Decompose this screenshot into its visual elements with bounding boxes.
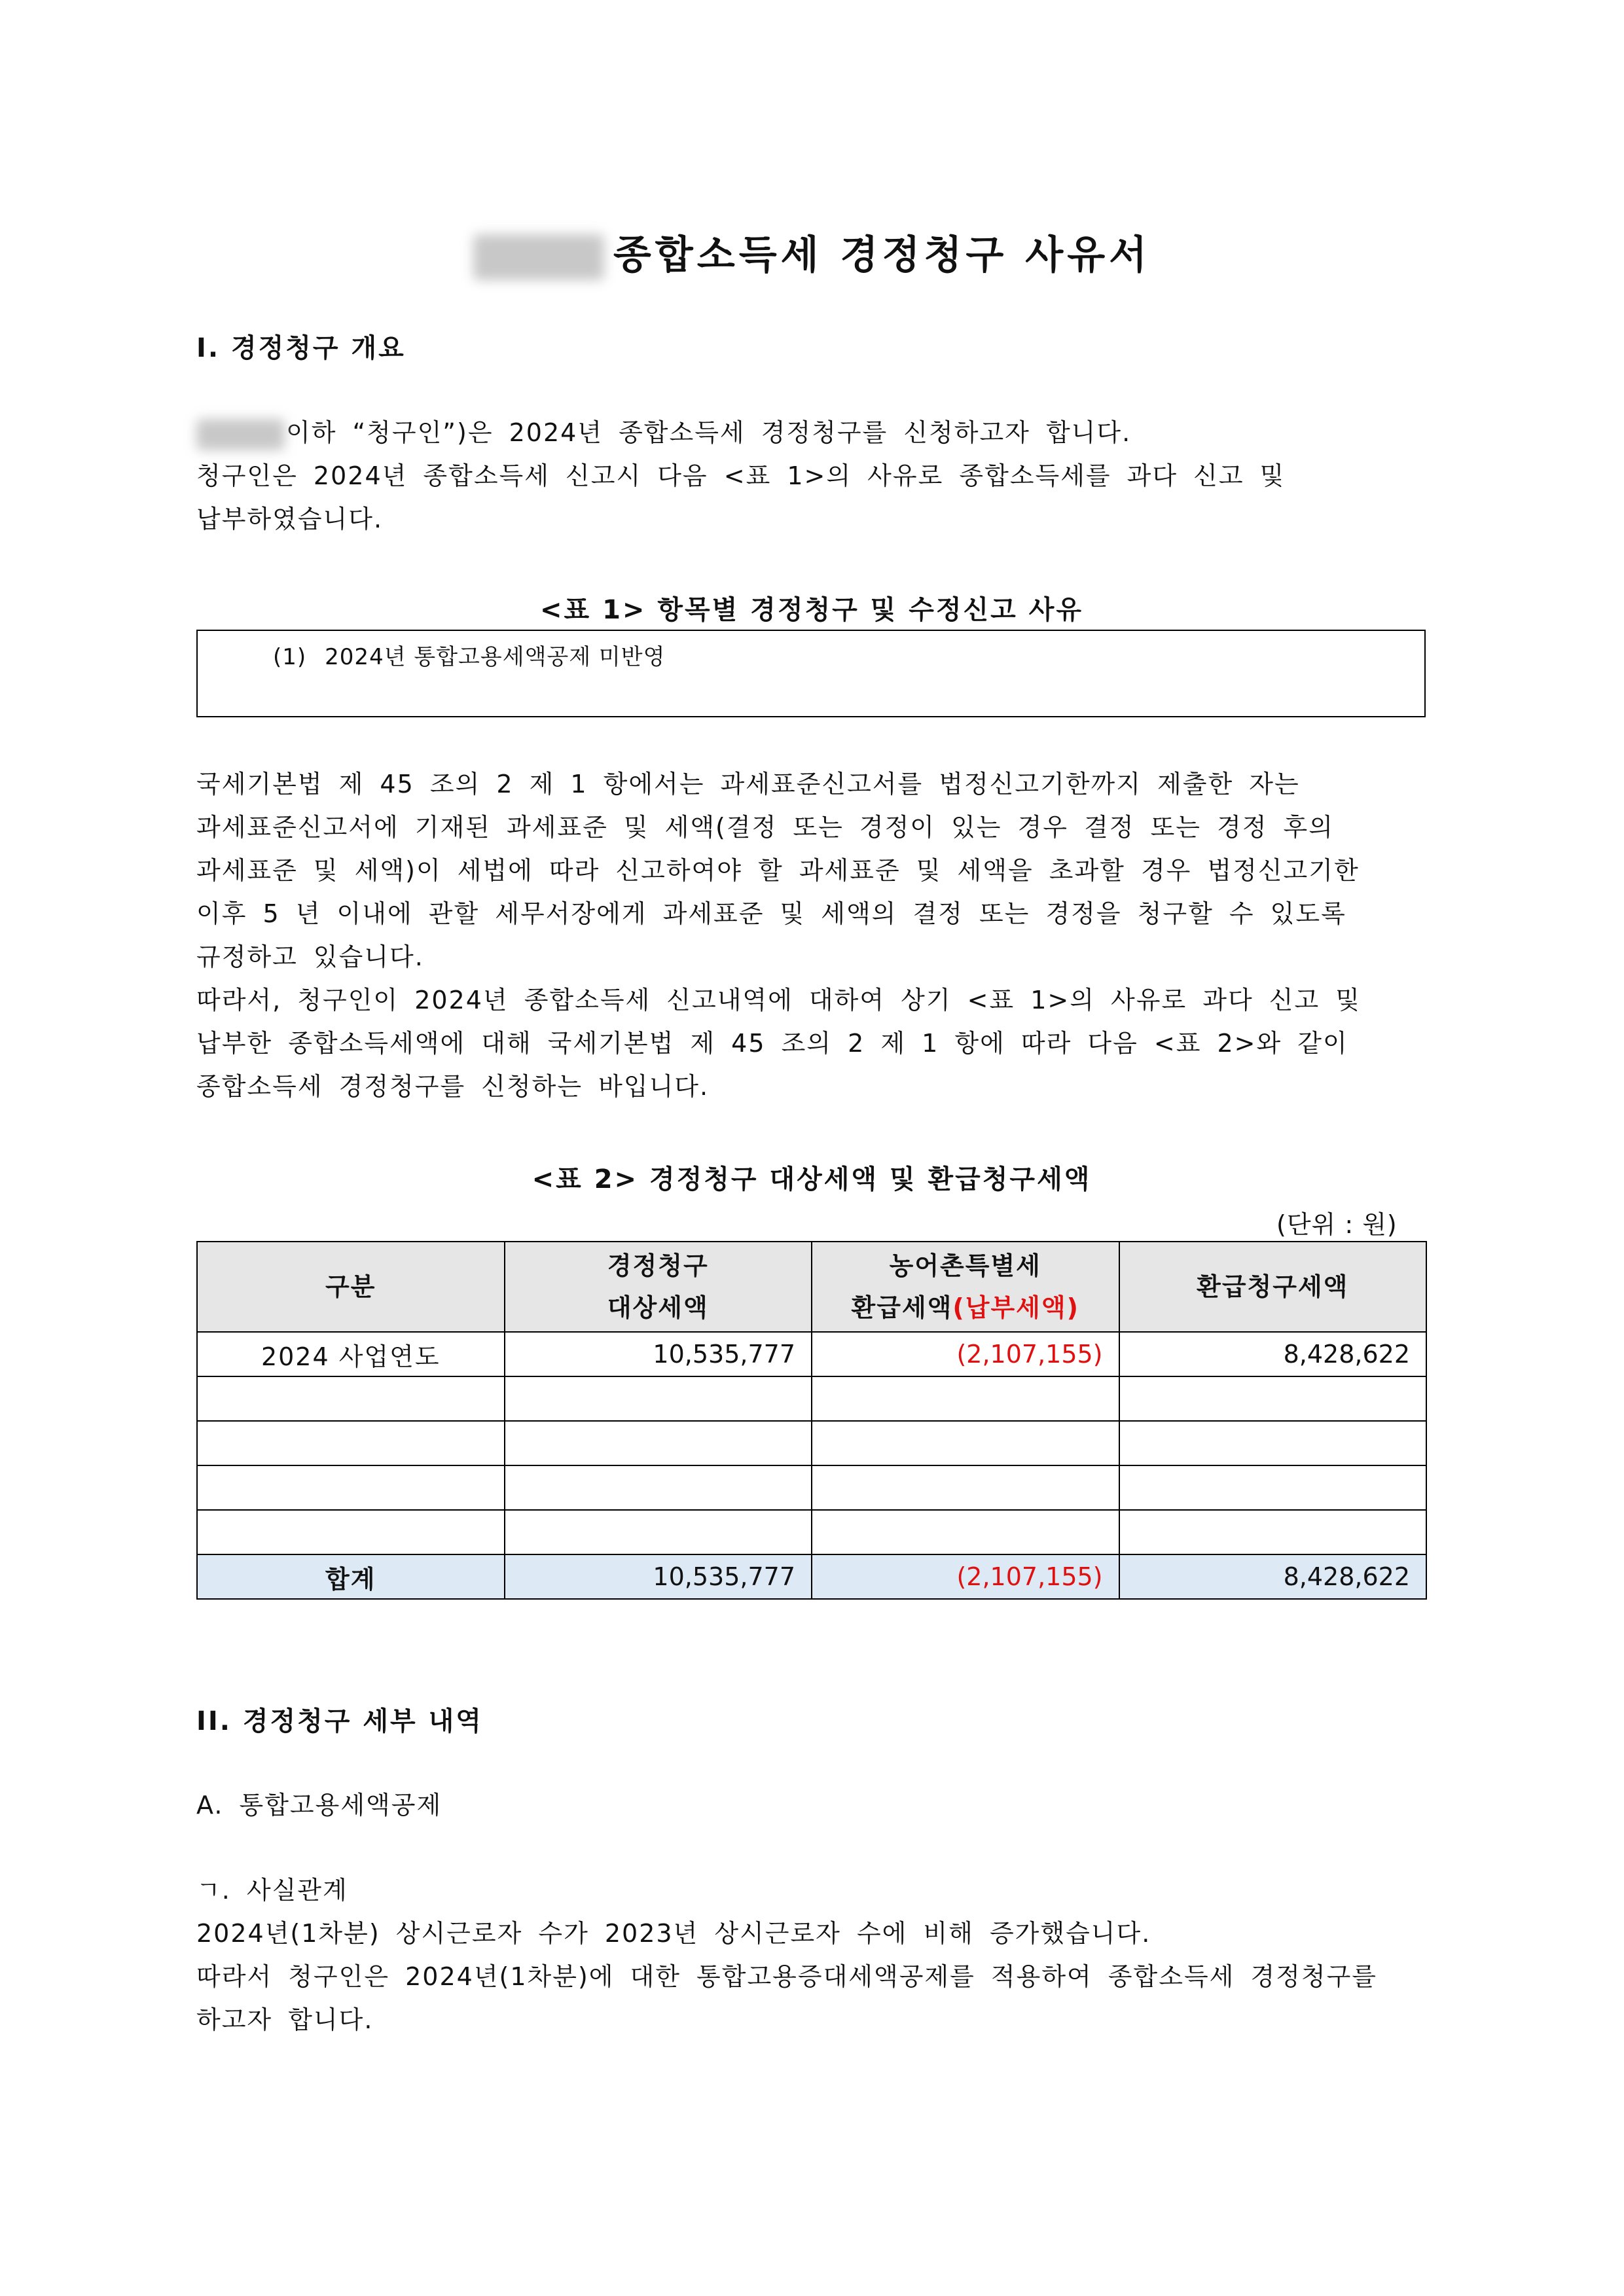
total-target: 10,535,777 — [505, 1554, 812, 1599]
row-refund — [1119, 1376, 1427, 1421]
row-label — [197, 1510, 505, 1554]
row-rural — [812, 1465, 1119, 1510]
facts-line: 2024년(1차분) 상시근로자 수가 2023년 상시근로자 수에 비해 증가했습니다. — [196, 1919, 1151, 1948]
table1-caption: <표 1> 항목별 경정청구 및 수정신고 사유 — [539, 595, 1084, 625]
table1-box — [196, 630, 1426, 717]
total-label: 합계 — [197, 1554, 505, 1599]
section2-sub-a: A. 통합고용세액공제 — [196, 1791, 442, 1820]
intro-line: 청구인은 2024년 종합소득세 신고시 다음 <표 1>의 사유로 종합소득세를 과다 신고 및 — [196, 461, 1286, 490]
total-rural: (2,107,155) — [812, 1554, 1119, 1599]
row-rural — [812, 1510, 1119, 1554]
facts-line: 따라서 청구인은 2024년(1차분)에 대한 통합고용증대세액공제를 적용하여 종합소득세 경정청구를 — [196, 1962, 1377, 1991]
table-row — [197, 1376, 1426, 1421]
row-rural — [812, 1421, 1119, 1465]
row-target: 10,535,777 — [505, 1332, 812, 1376]
row-label: 2024 사업연도 — [197, 1332, 505, 1376]
facts-subheading: ㄱ. 사실관계 — [196, 1876, 348, 1905]
body-line: 따라서, 청구인이 2024년 종합소득세 신고내역에 대하여 상기 <표 1>의 사유로 과다 신고 및 — [196, 986, 1361, 1014]
row-refund: 8,428,622 — [1119, 1332, 1427, 1376]
row-refund — [1119, 1465, 1427, 1510]
intro-paragraph — [196, 411, 1440, 541]
total-refund: 8,428,622 — [1119, 1554, 1427, 1599]
facts-line: 하고자 합니다. — [196, 2005, 374, 2034]
body-line: 납부한 종합소득세액에 대해 국세기본법 제 45 조의 2 제 1 항에 따라 다음 <표 2>와 같이 — [196, 1029, 1348, 1058]
header-rural-tax: 농어촌특별세 환급세액(납부세액) — [812, 1242, 1119, 1332]
row-target — [505, 1376, 812, 1421]
row-target — [505, 1421, 812, 1465]
table1-item-text: 2024년 통합고용세액공제 미반영 — [325, 644, 666, 670]
body-line: 이후 5 년 이내에 관할 세무서장에게 과세표준 및 세액의 결정 또는 경정을 청구할 수 있도록 — [196, 899, 1346, 928]
row-target — [505, 1465, 812, 1510]
table1-item-number: (1) — [273, 644, 307, 670]
refund-table — [196, 1241, 1427, 1600]
title-text: 종합소득세 경정청구 사유서 — [613, 232, 1151, 278]
section1-heading: I. 경정청구 개요 — [196, 333, 406, 363]
row-target — [505, 1510, 812, 1554]
body-line: 국세기본법 제 45 조의 2 제 1 항에서는 과세표준신고서를 법정신고기한까지 제출한 자는 — [196, 770, 1300, 798]
table-row — [197, 1332, 1426, 1376]
body-line: 과세표준 및 세액)이 세법에 따라 신고하여야 할 과세표준 및 세액을 초과할 경우 법정신고기한 — [196, 856, 1360, 885]
row-rural: (2,107,155) — [812, 1332, 1119, 1376]
intro-line: 납부하였습니다. — [196, 505, 384, 533]
header-refund-tax: 환급청구세액 — [1119, 1242, 1427, 1332]
document-title — [0, 226, 1624, 285]
header-category: 구분 — [197, 1242, 505, 1332]
section2-facts — [196, 1869, 1440, 2041]
body-line: 종합소득세 경정청구를 신청하는 바입니다. — [196, 1072, 710, 1101]
header-target-tax: 경정청구 대상세액 — [505, 1242, 812, 1332]
row-label — [197, 1421, 505, 1465]
redacted-name — [473, 234, 604, 280]
section2-heading: II. 경정청구 세부 내역 — [196, 1706, 483, 1736]
body-line: 과세표준신고서에 기재된 과세표준 및 세액(결정 또는 경정이 있는 경우 결정 또는 경정 후의 — [196, 813, 1334, 842]
table-row — [197, 1465, 1426, 1510]
header-rural-tax-paid: (납부세액) — [952, 1293, 1079, 1322]
table2-unit: (단위 : 원) — [1276, 1210, 1398, 1239]
table-header-row — [197, 1242, 1426, 1332]
table-row — [197, 1510, 1426, 1554]
row-rural — [812, 1376, 1119, 1421]
row-refund — [1119, 1510, 1427, 1554]
redacted-claimant — [196, 419, 285, 450]
row-refund — [1119, 1421, 1427, 1465]
body-line: 규정하고 있습니다. — [196, 942, 424, 971]
intro-line: 이하 “청구인”)은 2024년 종합소득세 경정청구를 신청하고자 합니다. — [196, 411, 1440, 454]
body-paragraph — [196, 762, 1440, 1108]
table-total-row — [197, 1554, 1426, 1599]
row-label — [197, 1376, 505, 1421]
table-row — [197, 1421, 1426, 1465]
table2-caption: <표 2> 경정청구 대상세액 및 환급청구세액 — [532, 1164, 1092, 1194]
row-label — [197, 1465, 505, 1510]
